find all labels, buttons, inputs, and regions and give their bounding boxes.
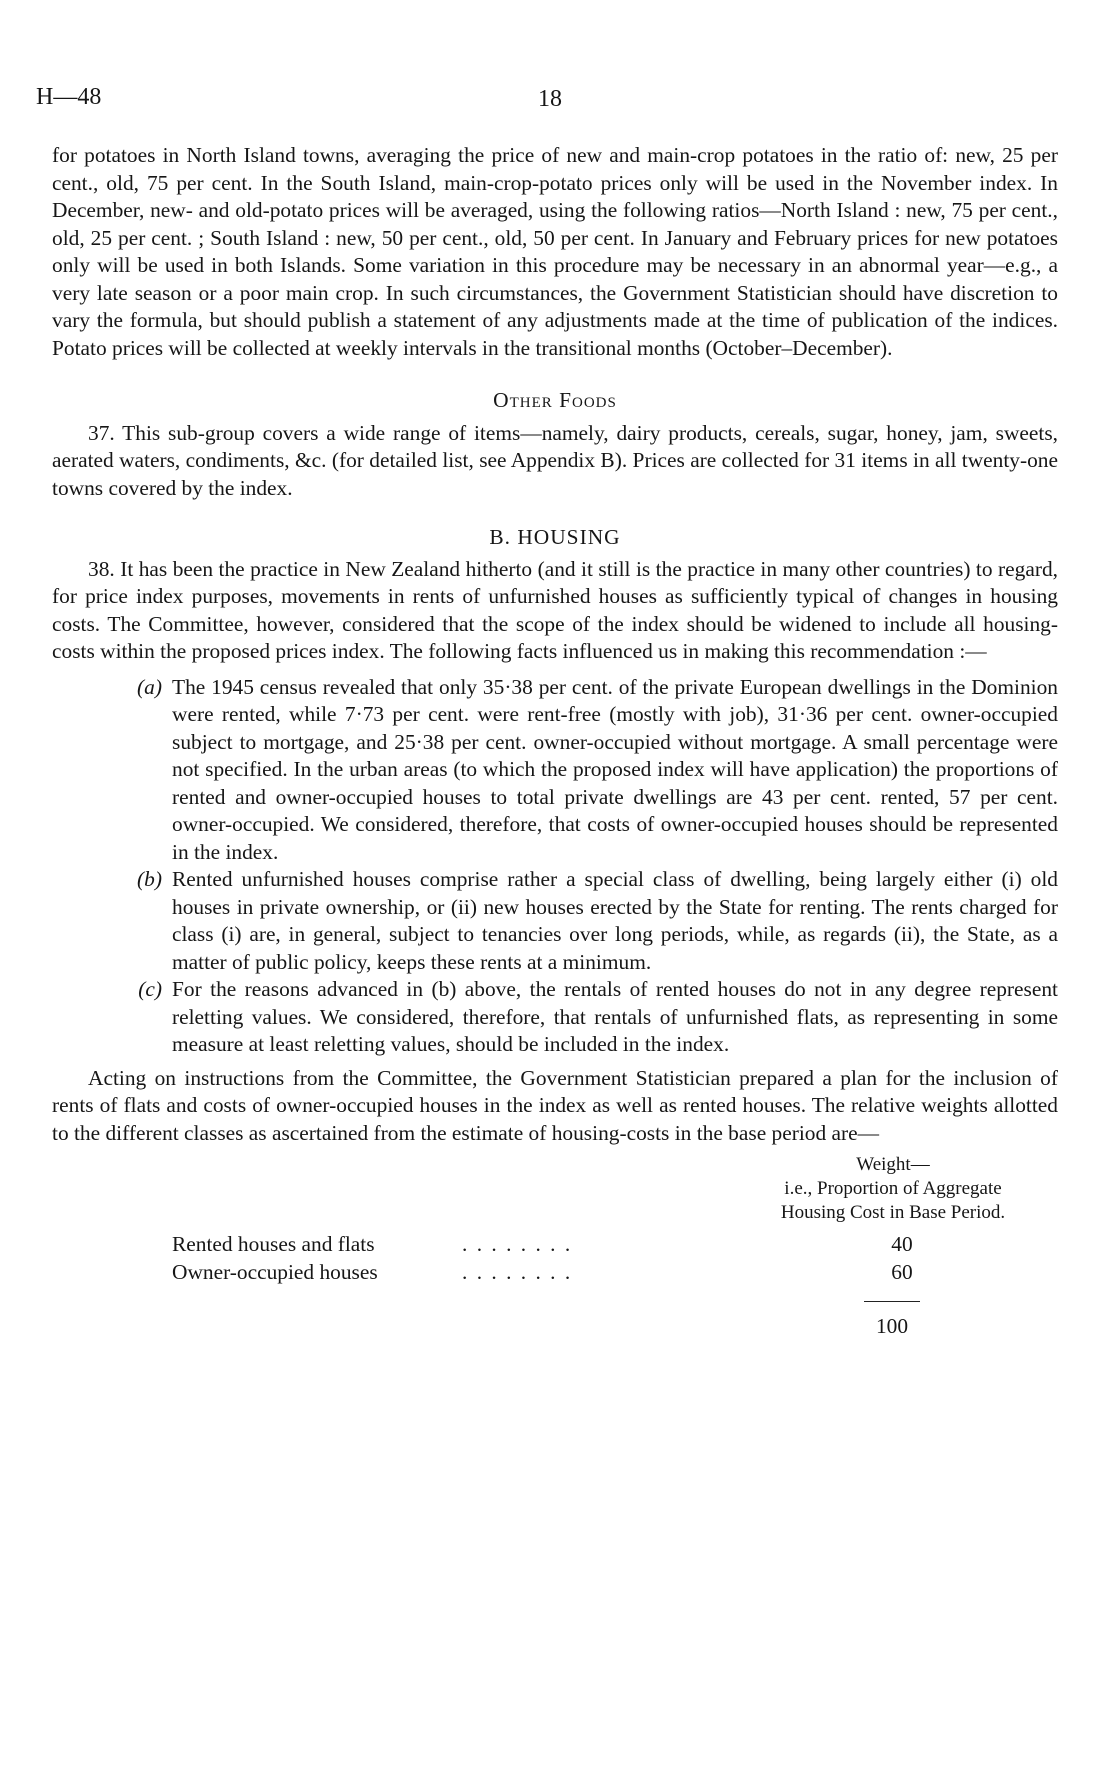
- housing-facts-list: [52, 674, 1058, 1059]
- section-heading-housing: B. HOUSING: [489, 525, 621, 549]
- weights-column-header: [728, 1153, 1058, 1225]
- list-item: [52, 674, 1058, 867]
- row-leader-dots: . . . . . . . .: [462, 1260, 573, 1284]
- document-reference: H—48: [36, 84, 102, 110]
- intro-paragraph: for potatoes in North Island towns, averaging the price of new and main-crop potatoes in the ratio of: new, 25 per cent., old, 75 per cent. In the South Island, main-crop-potato prices only will be used in the November index. In December, new- and old-potato prices will be averaged, using the following ratios—North Island : new, 75 per cent., old, 25 per cent. ; South Island : new, 50 per cent., old, 50 per cent. In January and February prices for new potatoes only will be used in both Islands. Some variation in this procedure may be necessary in an abnormal year—e.g., a very late season or a poor main crop. In such circumstances, the Government Statistician should have discretion to vary the formula, but should publish a statement of any adjustments made at the time of publication of the indices. Potato prices will be collected at weekly intervals in the transitional months (October–December).: [52, 143, 1058, 360]
- table-row: [172, 1231, 1042, 1259]
- section-heading-other-foods: Other Foods: [493, 388, 617, 412]
- page-number: 18: [538, 86, 562, 112]
- table-total: 100: [875, 1314, 909, 1338]
- list-item-text: Rented unfurnished houses comprise rather a special class of dwelling, being largely either (i) old houses in private ownership, or (ii) new houses erected by the State for renting. The rents charged for class (i) are, in general, subject to tenancies over long periods, while, as regards (ii), the State, as a matter of public policy, keeps these rents at a minimum.: [172, 867, 1058, 974]
- column-header-line: Weight—: [856, 1154, 930, 1175]
- row-label: Owner-occupied houses: [172, 1260, 378, 1284]
- paragraph-37: 37. This sub-group covers a wide range of items—namely, dairy products, cereals, sugar, honey, jam, sweets, aerated waters, condiments, &c. (for detailed list, see Appendix B). Prices are collected for 31 items in all twenty-one towns covered by the index.: [52, 420, 1058, 500]
- table-row: [172, 1259, 1042, 1287]
- page-body: [52, 142, 1058, 1383]
- list-item: [52, 976, 1058, 1059]
- paragraph-38: 38. It has been the practice in New Zealand hitherto (and it still is the practice in many other countries) to regard, for price index purposes, movements in rents of unfurnished houses as sufficiently typical of changes in housing costs. The Committee, however, considered that the scope of the index should be widened to include all housing-costs within the proposed prices index. The following facts influenced us in making this recommendation :—: [52, 556, 1058, 663]
- row-value: 40: [891, 1232, 913, 1256]
- list-item-text: The 1945 census revealed that only 35·38 per cent. of the private European dwellings in the Dominion were rented, while 7·73 per cent. were rent-free (mostly with job), 31·36 per cent. owner-occupied subject to mortgage, and 25·38 per cent. owner-occupied without mortgage. A small percentage were not specified. In the urban areas (to which the proposed index will have application) the proportions of rented and owner-occupied houses to total private dwellings are 43 per cent. rented, 57 per cent. owner-occupied. We considered, therefore, that costs of owner-occupied houses should be represented in the index.: [172, 674, 1058, 864]
- row-label: Rented houses and flats: [172, 1232, 375, 1256]
- list-marker: (c): [138, 977, 162, 1001]
- closing-paragraph: Acting on instructions from the Committee, the Government Statistician prepared a plan for the inclusion of rents of flats and costs of owner-occupied houses in the index as well as rented houses. The relative weights allotted to the different classes as ascertained from the estimate of housing-costs in the base period are—: [52, 1065, 1058, 1145]
- list-marker: (b): [137, 867, 162, 891]
- total-rule: [864, 1301, 920, 1302]
- page-header: [0, 84, 1114, 114]
- column-header-line: i.e., Proportion of Aggregate: [784, 1178, 1002, 1199]
- list-item-text: For the reasons advanced in (b) above, the rentals of rented houses do not in any degree represent reletting values. We considered, therefore, that rentals of unfurnished flats, as representing in some measure at least reletting values, should be included in the index.: [172, 977, 1058, 1056]
- weights-table: [52, 1153, 1058, 1383]
- row-leader-dots: . . . . . . . .: [462, 1232, 573, 1256]
- row-value: 60: [891, 1260, 913, 1284]
- list-item: [52, 866, 1058, 976]
- list-marker: (a): [137, 674, 162, 699]
- column-header-line: Housing Cost in Base Period.: [780, 1202, 1006, 1223]
